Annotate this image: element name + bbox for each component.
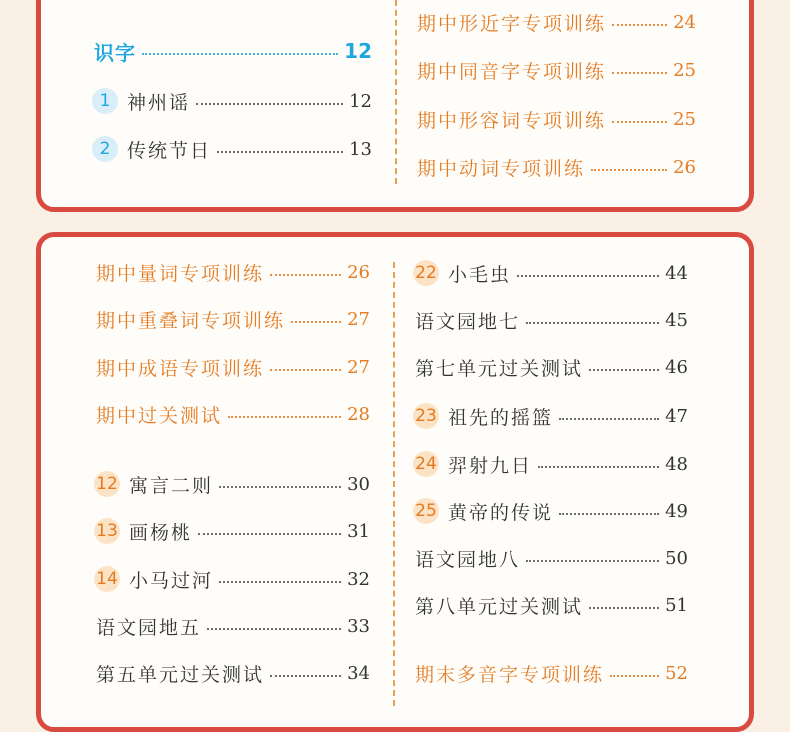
leader-dots: [217, 151, 343, 153]
lesson-number: 12: [94, 471, 120, 497]
leader-dots: [291, 321, 341, 323]
column-divider: [395, 0, 397, 184]
entry-page: 13: [349, 138, 372, 160]
entry-page: 52: [665, 662, 688, 684]
toc-entry[interactable]: [413, 496, 688, 526]
toc-entry[interactable]: [96, 611, 370, 641]
leader-dots: [526, 322, 659, 324]
entry-page: 26: [673, 156, 696, 178]
leader-dots: [270, 675, 341, 677]
entry-page: 32: [347, 568, 370, 590]
leader-dots: [612, 72, 667, 74]
entry-title: 第七单元过关测试: [415, 357, 584, 380]
toc-entry[interactable]: [415, 305, 688, 335]
leader-dots: [612, 24, 667, 26]
lesson-number: 1: [92, 88, 118, 114]
entry-title: 期中重叠词专项训练: [96, 309, 286, 332]
entry-title: 小马过河: [129, 569, 214, 592]
entry-title: 语文园地七: [415, 310, 521, 333]
entry-title: 期末多音字专项训练: [415, 663, 605, 686]
leader-dots: [591, 169, 667, 171]
entry-page: 51: [665, 594, 688, 616]
toc-entry[interactable]: [413, 449, 688, 479]
entry-page: 25: [673, 108, 696, 130]
toc-entry[interactable]: [417, 104, 696, 134]
leader-dots: [270, 369, 341, 371]
leader-dots: [612, 121, 667, 123]
toc-entry[interactable]: [94, 516, 370, 546]
entry-page: 30: [347, 473, 370, 495]
entry-page: 44: [665, 262, 688, 284]
leader-dots: [207, 628, 341, 630]
lesson-number: 22: [413, 260, 439, 286]
leader-dots: [589, 607, 659, 609]
entry-page: 46: [665, 356, 688, 378]
entry-title: 画杨桃: [129, 521, 193, 544]
leader-dots: [526, 560, 659, 562]
toc-entry[interactable]: [415, 590, 688, 620]
leader-dots: [196, 103, 343, 105]
entry-page: 12: [349, 90, 372, 112]
entry-title: 期中过关测试: [96, 404, 223, 427]
leader-dots: [589, 369, 659, 371]
entry-title: 语文园地八: [415, 548, 521, 571]
entry-title: 第五单元过关测试: [96, 663, 265, 686]
leader-dots: [219, 486, 341, 488]
entry-title: 期中形近字专项训练: [417, 12, 607, 35]
entry-page: 48: [665, 453, 688, 475]
toc-entry[interactable]: [415, 543, 688, 573]
toc-entry[interactable]: [96, 352, 370, 382]
leader-dots: [270, 274, 341, 276]
entry-page: 26: [347, 261, 370, 283]
entry-page: 25: [673, 59, 696, 81]
entry-page: 27: [347, 308, 370, 330]
entry-title: 期中动词专项训练: [417, 157, 586, 180]
entry-title: 传统节日: [127, 139, 212, 162]
leader-dots: [198, 533, 341, 535]
lesson-number: 25: [413, 498, 439, 524]
leader-dots: [559, 418, 659, 420]
leader-dots: [610, 675, 659, 677]
leader-dots: [559, 513, 659, 515]
entry-title: 黄帝的传说: [448, 501, 554, 524]
leader-dots: [538, 466, 659, 468]
lesson-number: 14: [94, 566, 120, 592]
toc-entry[interactable]: [415, 658, 688, 688]
entry-title: 语文园地五: [96, 616, 202, 639]
lesson-number: 13: [94, 518, 120, 544]
entry-title: 期中形容词专项训练: [417, 109, 607, 132]
toc-entry[interactable]: [94, 469, 370, 499]
toc-entry[interactable]: [96, 658, 370, 688]
entry-page: 33: [347, 615, 370, 637]
section-title: 识字: [94, 40, 136, 65]
entry-title: 小毛虫: [448, 263, 512, 286]
entry-page: 31: [347, 520, 370, 542]
entry-title: 神州谣: [127, 91, 191, 114]
entry-page: 50: [665, 547, 688, 569]
column-divider: [393, 262, 395, 706]
entry-title: 寓言二则: [129, 474, 214, 497]
entry-page: 27: [347, 356, 370, 378]
leader-dots: [219, 581, 341, 583]
toc-entry[interactable]: [417, 152, 696, 182]
toc-entry[interactable]: [96, 399, 370, 429]
toc-entry[interactable]: [415, 352, 688, 382]
lesson-number: 23: [413, 403, 439, 429]
entry-page: 24: [673, 11, 696, 33]
lesson-number: 2: [92, 136, 118, 162]
entry-page: 47: [665, 405, 688, 427]
toc-entry[interactable]: [96, 304, 370, 334]
section-page: 12: [344, 39, 372, 63]
entry-page: 34: [347, 662, 370, 684]
toc-entry[interactable]: [92, 86, 372, 116]
leader-dots: [228, 416, 341, 418]
entry-title: 羿射九日: [448, 454, 533, 477]
entry-page: 45: [665, 309, 688, 331]
entry-page: 28: [347, 403, 370, 425]
toc-entry[interactable]: [417, 55, 696, 85]
toc-entry[interactable]: [94, 564, 370, 594]
toc-entry[interactable]: [413, 401, 688, 431]
toc-entry[interactable]: [96, 257, 370, 287]
entry-title: 祖先的摇篮: [448, 406, 554, 429]
leader-dots: [517, 275, 659, 277]
leader-dots: [142, 53, 338, 55]
toc-section-heading[interactable]: [94, 36, 372, 66]
entry-page: 49: [665, 500, 688, 522]
entry-title: 期中成语专项训练: [96, 357, 265, 380]
lesson-number: 24: [413, 451, 439, 477]
entry-title: 第八单元过关测试: [415, 595, 584, 618]
toc-entry[interactable]: [417, 7, 696, 37]
entry-title: 期中同音字专项训练: [417, 60, 607, 83]
toc-entry[interactable]: [92, 134, 372, 164]
toc-entry[interactable]: [413, 258, 688, 288]
entry-title: 期中量词专项训练: [96, 262, 265, 285]
